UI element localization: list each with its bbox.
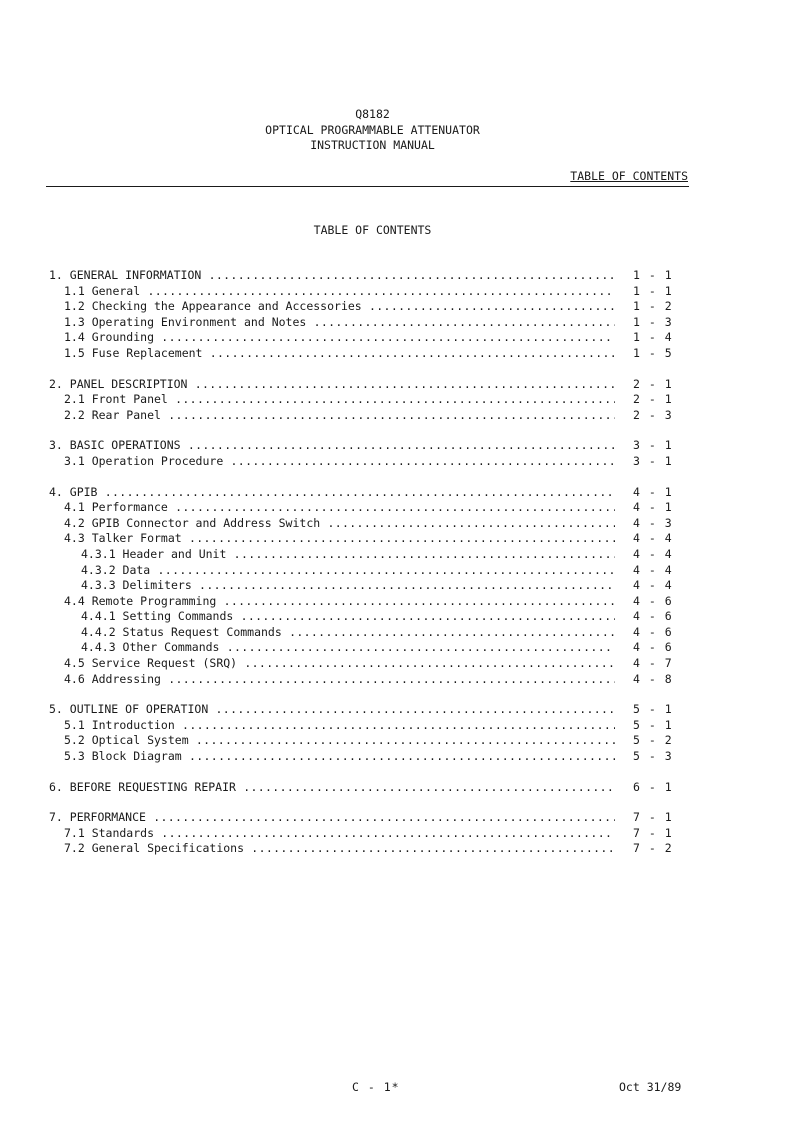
toc-entry: [0, 268, 793, 284]
toc-entry-label: 4.3.2 Data .....: [81, 563, 615, 579]
toc-entry-page: 6 - 1: [633, 779, 673, 794]
toc-entry: [0, 346, 793, 362]
toc-entry: [0, 408, 793, 424]
toc-entry-page: 3 - 1: [633, 438, 673, 453]
toc-entry-label: 4.3.3 Delimiters .....: [81, 578, 615, 594]
toc-entry-label: 4.3 Talker Format .....: [64, 531, 615, 547]
toc-entry-page: 4 - 8: [633, 671, 673, 686]
toc-entry-label: 5. OUTLINE OF OPERATION .....: [49, 702, 615, 718]
toc-entry-label: 4.6 Addressing .....: [64, 672, 615, 688]
toc-entry-page: 4 - 4: [633, 546, 673, 561]
toc-entry-label: 4.2 GPIB Connector and Address Switch .....: [64, 516, 615, 532]
toc-entry-label: 3.1 Operation Procedure .....: [64, 454, 615, 470]
toc-entry: [0, 547, 793, 563]
toc-entry: [0, 438, 793, 454]
toc-entry-page: 2 - 3: [633, 407, 673, 422]
toc-entry-page: 5 - 1: [633, 717, 673, 732]
toc-entry: [0, 672, 793, 688]
toc-entry: [0, 392, 793, 408]
toc-entry: [0, 578, 793, 594]
toc-entry-label: 5.3 Block Diagram .....: [64, 749, 615, 765]
toc-entry: [0, 780, 793, 796]
toc-entry-label: 4.4.2 Status Request Commands .....: [81, 625, 615, 641]
toc-entry-page: 4 - 4: [633, 531, 673, 546]
toc-entry: [0, 485, 793, 501]
toc-entry: [0, 454, 793, 470]
toc-section-1: [0, 268, 793, 362]
toc-entry-page: 4 - 6: [633, 609, 673, 624]
toc-entry-page: 1 - 1: [633, 283, 673, 298]
toc-entry: [0, 516, 793, 532]
toc-section-4: [0, 485, 793, 688]
toc-entry: [0, 640, 793, 656]
toc-entry-page: 5 - 3: [633, 749, 673, 764]
toc-entry: [0, 284, 793, 300]
toc-entry: [0, 500, 793, 516]
toc-entry-page: 2 - 1: [633, 392, 673, 407]
toc-entry-label: 3. BASIC OPERATIONS .....: [49, 438, 615, 454]
toc-section-7: [0, 810, 793, 857]
toc-entry: [0, 749, 793, 765]
toc-section-6: [0, 780, 793, 796]
toc-entry: [0, 702, 793, 718]
toc-entry-page: 1 - 4: [633, 330, 673, 345]
document-type: INSTRUCTION MANUAL: [310, 138, 435, 152]
toc-entry-page: 1 - 5: [633, 345, 673, 360]
toc-entry: [0, 718, 793, 734]
toc-entry: [0, 594, 793, 610]
toc-entry-page: 7 - 2: [633, 841, 673, 856]
toc-entry: [0, 625, 793, 641]
toc-section-3: [0, 438, 793, 469]
toc-entry-page: 5 - 1: [633, 702, 673, 717]
toc-entry: [0, 656, 793, 672]
toc-entry-page: 7 - 1: [633, 810, 673, 825]
toc-entry-page: 4 - 3: [633, 515, 673, 530]
toc-entry-page: 4 - 1: [633, 500, 673, 515]
toc-entry-page: 2 - 1: [633, 376, 673, 391]
toc-entry-page: 1 - 3: [633, 314, 673, 329]
toc-entry-label: 2. PANEL DESCRIPTION .....: [49, 377, 615, 393]
toc-entry-page: 1 - 1: [633, 268, 673, 282]
toc-entry-label: 7.1 Standards .....: [64, 826, 615, 842]
toc-entry-label: 4.4 Remote Programming .....: [64, 594, 615, 610]
toc-entry-label: 7.2 General Specifications .....: [64, 841, 615, 857]
page-number: C - 1*: [352, 1080, 400, 1094]
toc-entry-label: 5.2 Optical System .....: [64, 733, 615, 749]
toc-section-2: [0, 377, 793, 424]
toc-entry: [0, 563, 793, 579]
toc-entry: [0, 810, 793, 826]
toc-entry-label: 1.4 Grounding .....: [64, 330, 615, 346]
toc-entry-label: 1. GENERAL INFORMATION .....: [49, 268, 615, 284]
toc-entry-label: 7. PERFORMANCE .....: [49, 810, 615, 826]
toc-entry-page: 4 - 6: [633, 624, 673, 639]
toc-entry-page: 3 - 1: [633, 453, 673, 468]
toc-entry-page: 4 - 1: [633, 484, 673, 499]
revision-date: Oct 31/89: [619, 1080, 682, 1094]
toc-entry: [0, 531, 793, 547]
toc-entry: [0, 299, 793, 315]
toc-entry-label: 4.5 Service Request (SRQ) .....: [64, 656, 615, 672]
toc-entry-label: 1.5 Fuse Replacement .....: [64, 346, 615, 362]
toc-entry-label: 4.4.3 Other Commands .....: [81, 640, 615, 656]
model-number: Q8182: [355, 107, 390, 121]
toc-entry-label: 4. GPIB .....: [49, 485, 615, 501]
toc-entry-label: 2.2 Rear Panel .....: [64, 408, 615, 424]
toc-section-5: [0, 702, 793, 764]
toc-entry-label: 4.3.1 Header and Unit .....: [81, 547, 615, 563]
toc-entry-label: 2.1 Front Panel .....: [64, 392, 615, 408]
toc-entry: [0, 609, 793, 625]
toc-entry-label: 1.2 Checking the Appearance and Accessories .....: [64, 299, 615, 315]
toc-entry: [0, 377, 793, 393]
toc-entry: [0, 841, 793, 857]
toc-title: TABLE OF CONTENTS: [313, 223, 432, 237]
section-tag: TABLE OF CONTENTS: [570, 169, 688, 183]
toc-entry: [0, 330, 793, 346]
toc-entry-label: 1.3 Operating Environment and Notes .....: [64, 315, 615, 331]
toc-entry-label: 5.1 Introduction .....: [64, 718, 615, 734]
header-rule: [46, 186, 689, 187]
toc-entry-page: 4 - 7: [633, 656, 673, 671]
toc-entry: [0, 315, 793, 331]
table-of-contents: [0, 268, 793, 872]
toc-entry-label: 1.1 General .....: [64, 284, 615, 300]
toc-entry: [0, 733, 793, 749]
toc-entry-page: 5 - 2: [633, 733, 673, 748]
toc-entry-page: 1 - 2: [633, 299, 673, 314]
toc-entry-page: 4 - 6: [633, 640, 673, 655]
product-name: OPTICAL PROGRAMMABLE ATTENUATOR: [265, 123, 480, 137]
toc-entry-page: 4 - 4: [633, 562, 673, 577]
toc-entry-page: 4 - 4: [633, 578, 673, 593]
toc-entry-label: 4.4.1 Setting Commands .....: [81, 609, 615, 625]
toc-entry-page: 4 - 6: [633, 593, 673, 608]
toc-entry-label: 6. BEFORE REQUESTING REPAIR .....: [49, 780, 615, 796]
toc-entry-page: 7 - 1: [633, 825, 673, 840]
toc-entry: [0, 826, 793, 842]
toc-entry-label: 4.1 Performance .....: [64, 500, 615, 516]
